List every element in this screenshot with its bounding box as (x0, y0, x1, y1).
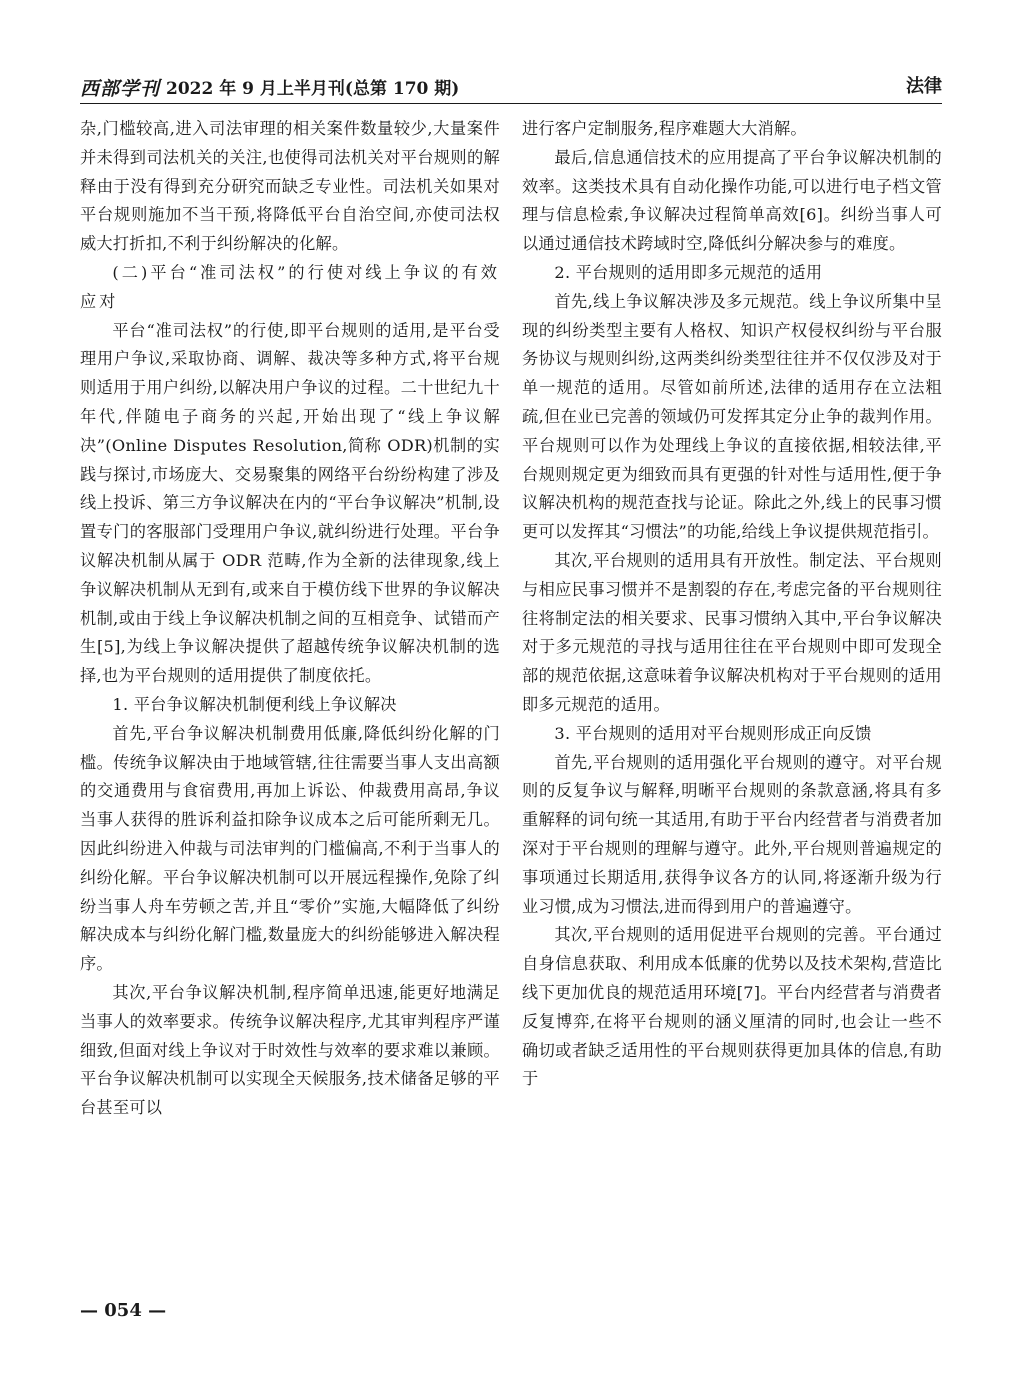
subsection-heading: 1. 平台争议解决机制便利线上争议解决 (112, 694, 397, 714)
section-label: 法律 (906, 76, 942, 97)
paragraph: 最后,信息通信技术的应用提高了平台争议解决机制的效率。这类技术具有自动化操作功能,可以进行电子档文管理与信息检索,争议解决过程简单高效[6]。纠纷当事人可以通过通信技术跨域时空,降低纠分解决参与的难度。 (522, 147, 942, 254)
paragraph: 首先,线上争议解决涉及多元规范。线上争议所集中呈现的纠纷类型主要有人格权、知识产权侵权纠纷与平台服务协议与规则纠纷,这两类纠纷类型往往并不仅仅涉及对于单一规范的适用。尽管如前所述,法律的适用存在立法粗疏,但在业已完善的领域仍可发挥其定分止争的裁判作用。平台规则可以作为处理线上争议的直接依据,相较法律,平台规则规定更为细致而具有更强的针对性与适用性,便于争议解决机构的规范查找与论证。除此之外,线上的民事习惯更可以发挥其“习惯法”的功能,给线上争议提供规范指引。 (522, 291, 942, 542)
subsection-heading: 3. 平台规则的适用对平台规则形成正向反馈 (554, 723, 872, 743)
header-rule (80, 103, 942, 104)
paragraph: 首先,平台争议解决机制费用低廉,降低纠纷化解的门槛。传统争议解决由于地域管辖,往往需要当事人支出高额的交通费用与食宿费用,再加上诉讼、仲裁费用高昂,争议当事人获得的胜诉利益扣除争议成本之后可能所剩无几。因此纠纷进入仲裁与司法审判的门槛偏高,不利于当事人的纠纷化解。平台争议解决机制可以开展远程操作,免除了纠纷当事人舟车劳顿之苦,并且“零价”实施,大幅降低了纠纷解决成本与纠纷化解门槛,数量庞大的纠纷能够进入解决程序。 (80, 723, 500, 974)
issue-info: 2022 年 9 月上半月刊(总第 170 期) (166, 79, 460, 99)
right-column (522, 115, 942, 1325)
journal-logo: 西部学刊 (80, 78, 161, 100)
paragraph: 平台“准司法权”的行使,即平台规则的适用,是平台受理用户争议,采取协商、调解、裁决等多种方式,将平台规则适用于用户纠纷,以解决用户争议的过程。二十世纪九十年代,伴随电子商务的兴起,开始出现了“线上争议解决”(Online Disputes Resolution,简称 ODR)机制的实践与探讨,市场庞大、交易聚集的网络平台纷纷构建了涉及线上投诉、第三方争议解决在内的“平台争议解决”机制,设置专门的客服部门受理用户争议,就纠纷进行处理。平台争议解决机制从属于 ODR 范畴,作为全新的法律现象,线上争议解决机制从无到有,或来自于模仿线下世界的争议解决机制,或由于线上争议解决机制之间的互相竞争、试错而产生[5],为线上争议解决提供了超越传统争议解决机制的选择,也为平台规则的适用提供了制度依托。 (80, 320, 500, 686)
subsection-heading: 2. 平台规则的适用即多元规范的适用 (554, 262, 823, 282)
paragraph: 其次,平台争议解决机制,程序简单迅速,能更好地满足当事人的效率要求。传统争议解决程序,尤其审判程序严谨细致,但面对线上争议对于时效性与效率的要求难以兼顾。平台争议解决机制可以实现全天候服务,技术储备足够的平台甚至可以 (80, 982, 500, 1118)
paragraph: 杂,门槛较高,进入司法审理的相关案件数量较少,大量案件并未得到司法机关的关注,也使得司法机关对平台规则的解释由于没有得到充分研究而缺乏专业性。司法机关如果对平台规则施加不当干预,将降低平台自治空间,亦使司法权威大打折扣,不利于纠纷解决的化解。 (80, 119, 500, 254)
paragraph: 首先,平台规则的适用强化平台规则的遵守。对平台规则的反复争议与解释,明晰平台规则的条款意涵,将具有多重解释的词句统一其适用,有助于平台内经营者与消费者加深对于平台规则的理解与遵守。此外,平台规则普遍规定的事项通过长期适用,获得争议各方的认同,将逐渐升级为行业习惯,成为习惯法,进而得到用户的普遍遵守。 (522, 752, 942, 916)
paragraph: 其次,平台规则的适用促进平台规则的完善。平台通过自身信息获取、利用成本低廉的优势以及技术架构,营造比线下更加优良的规范适用环境[7]。平台内经营者与消费者反复博弈,在将平台规则的涵义厘清的同时,也会让一些不确切或者缺乏适用性的平台规则获得更加具体的信息,有助于 (522, 925, 942, 1089)
subsection-heading: (二)平台“准司法权”的行使对线上争议的有效应对 (80, 262, 500, 311)
left-column (80, 115, 500, 1325)
page-number: — 054 — (80, 1300, 167, 1321)
paragraph: 其次,平台规则的适用具有开放性。制定法、平台规则与相应民事习惯并不是割裂的存在,考虑完备的平台规则往往将制定法的相关要求、民事习惯纳入其中,平台争议解决对于多元规范的寻找与适用往往在平台规则中即可发现全部的规范依据,这意味着争议解决机构对于平台规则的适用即多元规范的适用。 (522, 550, 942, 714)
running-header (80, 70, 942, 104)
paragraph: 进行客户定制服务,程序难题大大消解。 (522, 119, 807, 138)
